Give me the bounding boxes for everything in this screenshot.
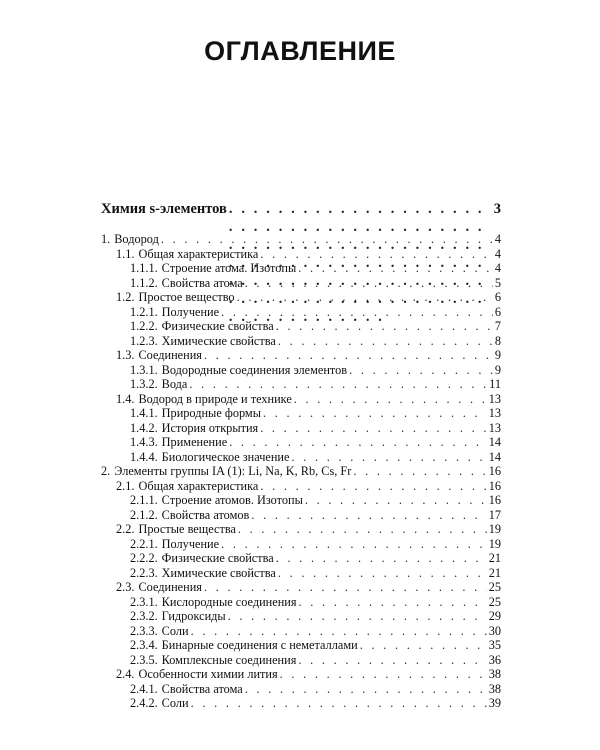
dot-leader (189, 377, 487, 392)
toc-entry[interactable] (130, 305, 501, 320)
toc-list (0, 232, 600, 711)
toc-entry-title: Физические свойства (161, 551, 274, 565)
toc-entry-title: Строение атомов. Изотопы (161, 493, 303, 507)
toc-entry-page-number: 5 (494, 275, 501, 290)
toc-entry-page-number: 7 (494, 319, 501, 333)
toc-entry-page-number: 38 (488, 681, 501, 696)
dot-leader (238, 522, 487, 537)
toc-entry-number: 1.4.2. (130, 420, 158, 435)
toc-entry[interactable] (130, 493, 501, 508)
toc-entry[interactable] (130, 421, 501, 436)
dot-leader (291, 450, 486, 465)
dot-leader (294, 392, 487, 407)
toc-entry[interactable] (116, 479, 501, 494)
toc-entry-page-number: 6 (494, 304, 501, 319)
toc-entry-number: 2.2.3. (130, 565, 158, 580)
toc-entry-title: Химические свойства (161, 333, 276, 348)
toc-entry-page-number: 25 (488, 580, 501, 594)
dot-leader (228, 609, 487, 624)
toc-entry-number: 1.3.2. (130, 377, 158, 391)
dot-leader (260, 421, 487, 436)
toc-entry-number: 2.2.2. (130, 551, 158, 565)
toc-entry[interactable] (130, 653, 501, 668)
dot-leader (204, 348, 493, 363)
toc-entry-title: Свойства атомов (161, 507, 250, 522)
toc-entry-number: 2.1.2. (130, 507, 158, 522)
toc-entry[interactable] (130, 406, 501, 421)
toc-entry-number: 2.2. (116, 522, 135, 536)
dot-leader (305, 493, 487, 508)
dot-leader (191, 696, 487, 711)
dot-leader (204, 580, 487, 595)
toc-entry-title: Особенности химии лития (138, 667, 278, 681)
toc-entry[interactable] (130, 682, 501, 697)
dot-leader (161, 232, 493, 247)
toc-entry-number: 1.4.1. (130, 406, 158, 420)
toc-entry-title: Элементы группы IA (1): Li, Na, K, Rb, Cs, Fr (114, 464, 352, 478)
toc-entry[interactable] (130, 537, 501, 552)
toc-entry-title: Получение (161, 536, 220, 551)
toc-entry-page-number: 21 (488, 551, 501, 565)
toc-entry-number: 1.4.3. (130, 435, 158, 449)
toc-entry-page-number: 11 (489, 377, 501, 391)
toc-entry-number: 2.1. (116, 478, 135, 493)
toc-entry-title: Бинарные соединения с неметаллами (161, 638, 358, 652)
toc-entry[interactable] (130, 435, 501, 450)
dot-leader (353, 464, 486, 479)
toc-entry-title: Соединения (138, 348, 202, 362)
section-page-number: 3 (493, 201, 501, 217)
toc-entry-page-number: 38 (488, 667, 501, 681)
dot-leader (221, 537, 487, 552)
dot-leader (280, 667, 487, 682)
toc-entry-page-number: 17 (488, 507, 501, 522)
toc-entry-number: 2.2.1. (130, 536, 158, 551)
page-title: ОГЛАВЛЕНИЕ (204, 36, 396, 66)
toc-entry[interactable] (116, 247, 501, 262)
toc-entry-page-number: 35 (488, 638, 501, 652)
toc-entry[interactable] (130, 319, 501, 334)
toc-entry-number: 1.3. (116, 348, 135, 362)
toc-entry[interactable] (116, 290, 501, 305)
dot-leader (221, 305, 493, 320)
toc-entry-number: 2.1.1. (130, 493, 158, 507)
dot-leader (229, 435, 487, 450)
toc-entry-page-number: 30 (488, 623, 501, 638)
toc-entry-title: Соли (161, 623, 189, 638)
toc-entry-number: 1. (101, 232, 111, 246)
toc-entry-page-number: 4 (494, 232, 501, 246)
toc-entry-number: 2.4.2. (130, 696, 158, 710)
dot-leader (298, 261, 493, 276)
toc-entry[interactable] (130, 609, 501, 624)
toc-entry-title: Химические свойства (161, 565, 276, 580)
toc-entry-title: Простые вещества (138, 522, 236, 536)
toc-entry[interactable] (130, 551, 501, 566)
toc-entry-number: 2.4.1. (130, 681, 158, 696)
dot-leader (360, 638, 487, 653)
toc-entry-page-number: 25 (488, 594, 501, 609)
toc-entry-title: Вода (161, 377, 188, 391)
toc-entry-title: Комплексные соединения (161, 652, 297, 667)
dot-leader (278, 566, 487, 581)
toc-entry-page-number: 16 (488, 478, 501, 493)
toc-entry[interactable] (130, 638, 501, 653)
toc-entry[interactable] (130, 276, 501, 291)
toc-entry-page-number: 9 (494, 348, 501, 362)
toc-entry-title: Строение атома. Изотопы (161, 261, 297, 275)
dot-leader (191, 624, 487, 639)
toc-entry-page-number: 19 (488, 536, 501, 551)
toc-entry-number: 2.3.4. (130, 638, 158, 652)
toc-entry-page-number: 36 (488, 652, 501, 667)
dot-leader (245, 682, 487, 697)
toc-entry-number: 1.2.2. (130, 319, 158, 333)
toc-entry[interactable] (130, 334, 501, 349)
toc-entry[interactable] (116, 580, 501, 595)
toc-entry[interactable] (116, 392, 501, 407)
toc-entry-page-number: 29 (488, 609, 501, 623)
toc-entry-title: История открытия (161, 420, 259, 435)
toc-entry-title: Кислородные соединения (161, 594, 297, 609)
toc-entry-title: Общая характеристика (138, 478, 259, 493)
toc-entry-title: Получение (161, 304, 220, 319)
toc-entry-title: Свойства атома (161, 275, 243, 290)
toc-entry[interactable] (101, 232, 501, 247)
toc-entry-number: 2.4. (116, 667, 135, 681)
toc-entry-number: 1.2. (116, 290, 135, 304)
toc-entry-page-number: 16 (488, 493, 501, 507)
toc-entry-page-number: 39 (488, 696, 501, 710)
toc-entry[interactable] (130, 363, 501, 378)
toc-entry-number: 2.3.2. (130, 609, 158, 623)
dot-leader (349, 363, 493, 378)
dot-leader (260, 247, 493, 262)
toc-entry-title: Простое вещество (138, 290, 235, 304)
toc-entry[interactable] (130, 508, 501, 523)
toc-entry[interactable] (130, 261, 501, 276)
toc-entry[interactable] (130, 595, 501, 610)
dot-leader (276, 319, 493, 334)
dot-leader (237, 290, 493, 305)
toc-entry-page-number: 14 (488, 435, 501, 449)
section-title: Химия s-элементов (101, 201, 227, 217)
toc-entry-number: 1.3.1. (130, 362, 158, 377)
dot-leader (276, 551, 487, 566)
toc-entry[interactable] (130, 450, 501, 465)
toc-entry-page-number: 13 (488, 420, 501, 435)
toc-entry[interactable] (130, 566, 501, 581)
toc-entry-title: Водородные соединения элементов (161, 362, 348, 377)
toc-entry-page-number: 19 (488, 522, 501, 536)
dot-leader (245, 276, 493, 291)
dot-leader (260, 479, 486, 494)
dot-leader (263, 406, 487, 421)
toc-entry-page-number: 13 (488, 406, 501, 420)
toc-entry-number: 1.1. (116, 246, 135, 261)
toc-entry-page-number: 6 (494, 290, 501, 304)
dot-leader (298, 653, 486, 668)
dot-leader (278, 334, 493, 349)
toc-entry-page-number: 8 (494, 333, 501, 348)
dot-leader (251, 508, 486, 523)
toc-entry-page-number: 4 (494, 261, 501, 275)
toc-entry-title: Физические свойства (161, 319, 274, 333)
toc-entry-title: Общая характеристика (138, 246, 259, 261)
toc-entry[interactable] (130, 696, 501, 711)
toc-entry-number: 2. (101, 464, 111, 478)
toc-entry-page-number: 14 (488, 449, 501, 464)
toc-entry-title: Применение (161, 435, 228, 449)
toc-entry-number: 2.3. (116, 580, 135, 594)
toc-entry-number: 1.1.1. (130, 261, 158, 275)
toc-entry-title: Свойства атома (161, 681, 243, 696)
toc-entry-page-number: 4 (494, 246, 501, 261)
toc-entry-title: Водород в природе и технике (138, 391, 292, 406)
toc-entry-number: 1.1.2. (130, 275, 158, 290)
toc-entry[interactable] (116, 667, 501, 682)
toc-entry-page-number: 16 (488, 464, 501, 478)
toc-entry-number: 2.3.3. (130, 623, 158, 638)
toc-entry-number: 1.4. (116, 391, 135, 406)
toc-entry-page-number: 9 (494, 362, 501, 377)
toc-entry-page-number: 13 (488, 391, 501, 406)
toc-entry-title: Водород (114, 232, 159, 246)
toc-entry-page-number: 21 (488, 565, 501, 580)
toc-entry-number: 1.2.1. (130, 304, 158, 319)
toc-entry[interactable] (101, 464, 501, 479)
toc-entry-number: 1.4.4. (130, 449, 158, 464)
toc-entry-title: Биологическое значение (161, 449, 290, 464)
dot-leader (299, 595, 487, 610)
toc-entry[interactable] (116, 348, 501, 363)
toc-entry[interactable] (130, 624, 501, 639)
toc-entry-title: Соли (161, 696, 189, 710)
toc-entry-number: 1.2.3. (130, 333, 158, 348)
toc-entry-number: 2.3.5. (130, 652, 158, 667)
toc-entry-title: Гидроксиды (161, 609, 226, 623)
toc-entry-title: Природные формы (161, 406, 261, 420)
toc-entry[interactable] (116, 522, 501, 537)
toc-entry-number: 2.3.1. (130, 594, 158, 609)
toc-entry[interactable] (130, 377, 501, 392)
toc-entry-title: Соединения (138, 580, 202, 594)
